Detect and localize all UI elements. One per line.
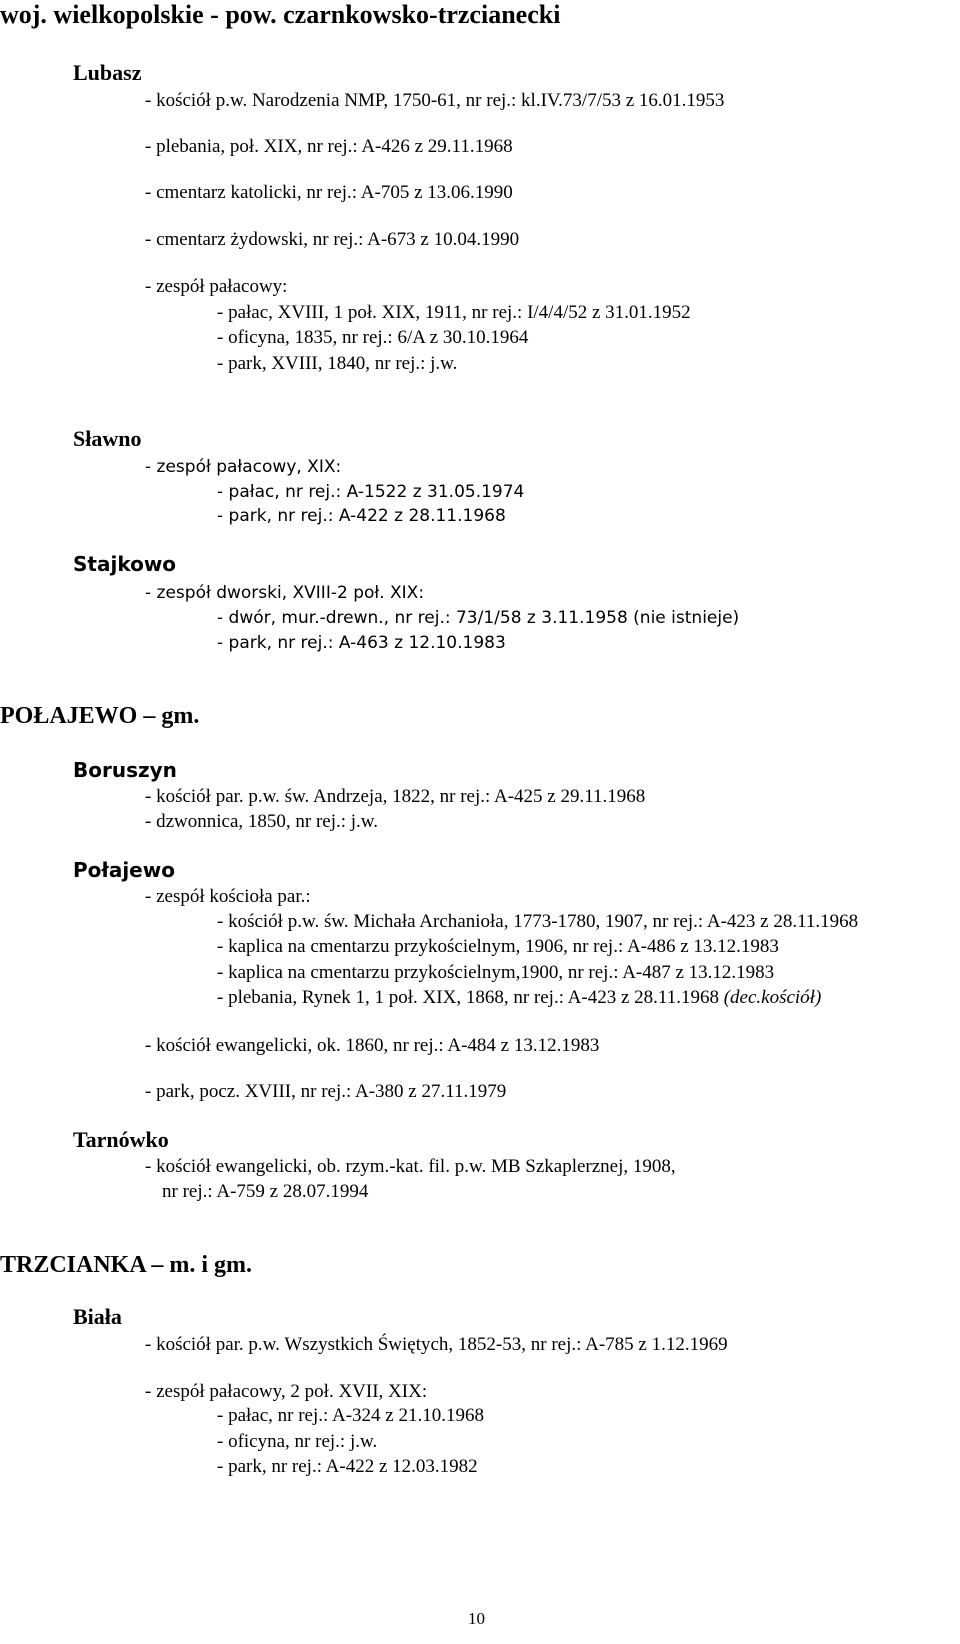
- entry-line: - kościół ewangelicki, ok. 1860, nr rej.: A-484 z 13.12.1983: [145, 1035, 600, 1056]
- commune-heading-trzcianka: TRZCIANKA – m. i gm.: [0, 1252, 253, 1278]
- locality-heading-stajkowo: Stajkowo: [73, 552, 177, 576]
- sub-entry-line: - kaplica na cmentarzu przykościelnym,1900, nr rej.: A-487 z 13.12.1983: [217, 962, 775, 983]
- sub-entry-line: - oficyna, 1835, nr rej.: 6/A z 30.10.1964: [217, 327, 529, 348]
- entry-line: - cmentarz katolicki, nr rej.: A-705 z 13.06.1990: [145, 182, 513, 203]
- commune-heading-polajewo: POŁAJEWO – gm.: [0, 703, 200, 729]
- locality-heading-polajewo: Połajewo: [73, 858, 175, 882]
- locality-heading-boruszyn: Boruszyn: [73, 758, 177, 782]
- entry-line-continuation: nr rej.: A-759 z 28.07.1994: [162, 1181, 369, 1202]
- sub-entry-line: - pałac, nr rej.: A-324 z 21.10.1968: [217, 1405, 484, 1426]
- sub-entry-line: - kościół p.w. św. Michała Archanioła, 1773-1780, 1907, nr rej.: A-423 z 28.11.1968: [217, 911, 859, 932]
- sub-entry-line: - oficyna, nr rej.: j.w.: [217, 1431, 378, 1452]
- entry-line: - kościół par. p.w. Wszystkich Świętych, 1852-53, nr rej.: A-785 z 1.12.1969: [145, 1334, 728, 1355]
- sub-entry-line: [217, 987, 821, 1009]
- entry-line: - zespół pałacowy, XIX:: [145, 457, 342, 477]
- sub-entry-line: - park, nr rej.: A-422 z 12.03.1982: [217, 1456, 478, 1477]
- entry-line: - plebania, poł. XIX, nr rej.: A-426 z 29.11.1968: [145, 136, 513, 157]
- sub-entry-line: - dwór, mur.-drewn., nr rej.: 73/1/58 z 3.11.1958 (nie istnieje): [217, 608, 740, 628]
- entry-line: - zespół pałacowy, 2 poł. XVII, XIX:: [145, 1381, 428, 1402]
- entry-note: (dec.kościół): [723, 987, 822, 1008]
- sub-entry-line: - park, nr rej.: A-422 z 28.11.1968: [217, 506, 506, 526]
- sub-entry-line: - park, nr rej.: A-463 z 12.10.1983: [217, 633, 506, 653]
- locality-heading-biala: Biała: [73, 1304, 122, 1329]
- entry-line: - kościół par. p.w. św. Andrzeja, 1822, nr rej.: A-425 z 29.11.1968: [145, 786, 646, 807]
- entry-line: - kościół p.w. Narodzenia NMP, 1750-61, nr rej.: kl.IV.73/7/53 z 16.01.1953: [145, 90, 725, 111]
- entry-line: - cmentarz żydowski, nr rej.: A-673 z 10.04.1990: [145, 229, 520, 250]
- locality-heading-slawno: Sławno: [73, 426, 142, 451]
- entry-line: - park, pocz. XVIII, nr rej.: A-380 z 27.11.1979: [145, 1081, 507, 1102]
- entry-line: - zespół dworski, XVIII-2 poł. XIX:: [145, 583, 425, 603]
- sub-entry-line: - pałac, XVIII, 1 poł. XIX, 1911, nr rej.: I/4/4/52 z 31.01.1952: [217, 302, 691, 323]
- page-number: 10: [468, 1609, 485, 1628]
- sub-entry-line: - park, XVIII, 1840, nr rej.: j.w.: [217, 353, 458, 374]
- entry-line: - zespół kościoła par.:: [145, 886, 311, 907]
- entry-line: - dzwonnica, 1850, nr rej.: j.w.: [145, 811, 379, 832]
- sub-entry-text: - plebania, Rynek 1, 1 poł. XIX, 1868, nr rej.: A-423 z 28.11.1968: [217, 987, 724, 1008]
- entry-line: - zespół pałacowy:: [145, 276, 288, 297]
- page-title: woj. wielkopolskie - pow. czarnkowsko-trzcianecki: [0, 0, 561, 29]
- locality-heading-tarnowko: Tarnówko: [73, 1127, 169, 1152]
- sub-entry-line: - pałac, nr rej.: A-1522 z 31.05.1974: [217, 482, 525, 502]
- sub-entry-line: - kaplica na cmentarzu przykościelnym, 1906, nr rej.: A-486 z 13.12.1983: [217, 936, 779, 957]
- entry-line: - kościół ewangelicki, ob. rzym.-kat. fil. p.w. MB Szkaplerznej, 1908,: [145, 1156, 676, 1177]
- locality-heading-lubasz: Lubasz: [73, 60, 142, 85]
